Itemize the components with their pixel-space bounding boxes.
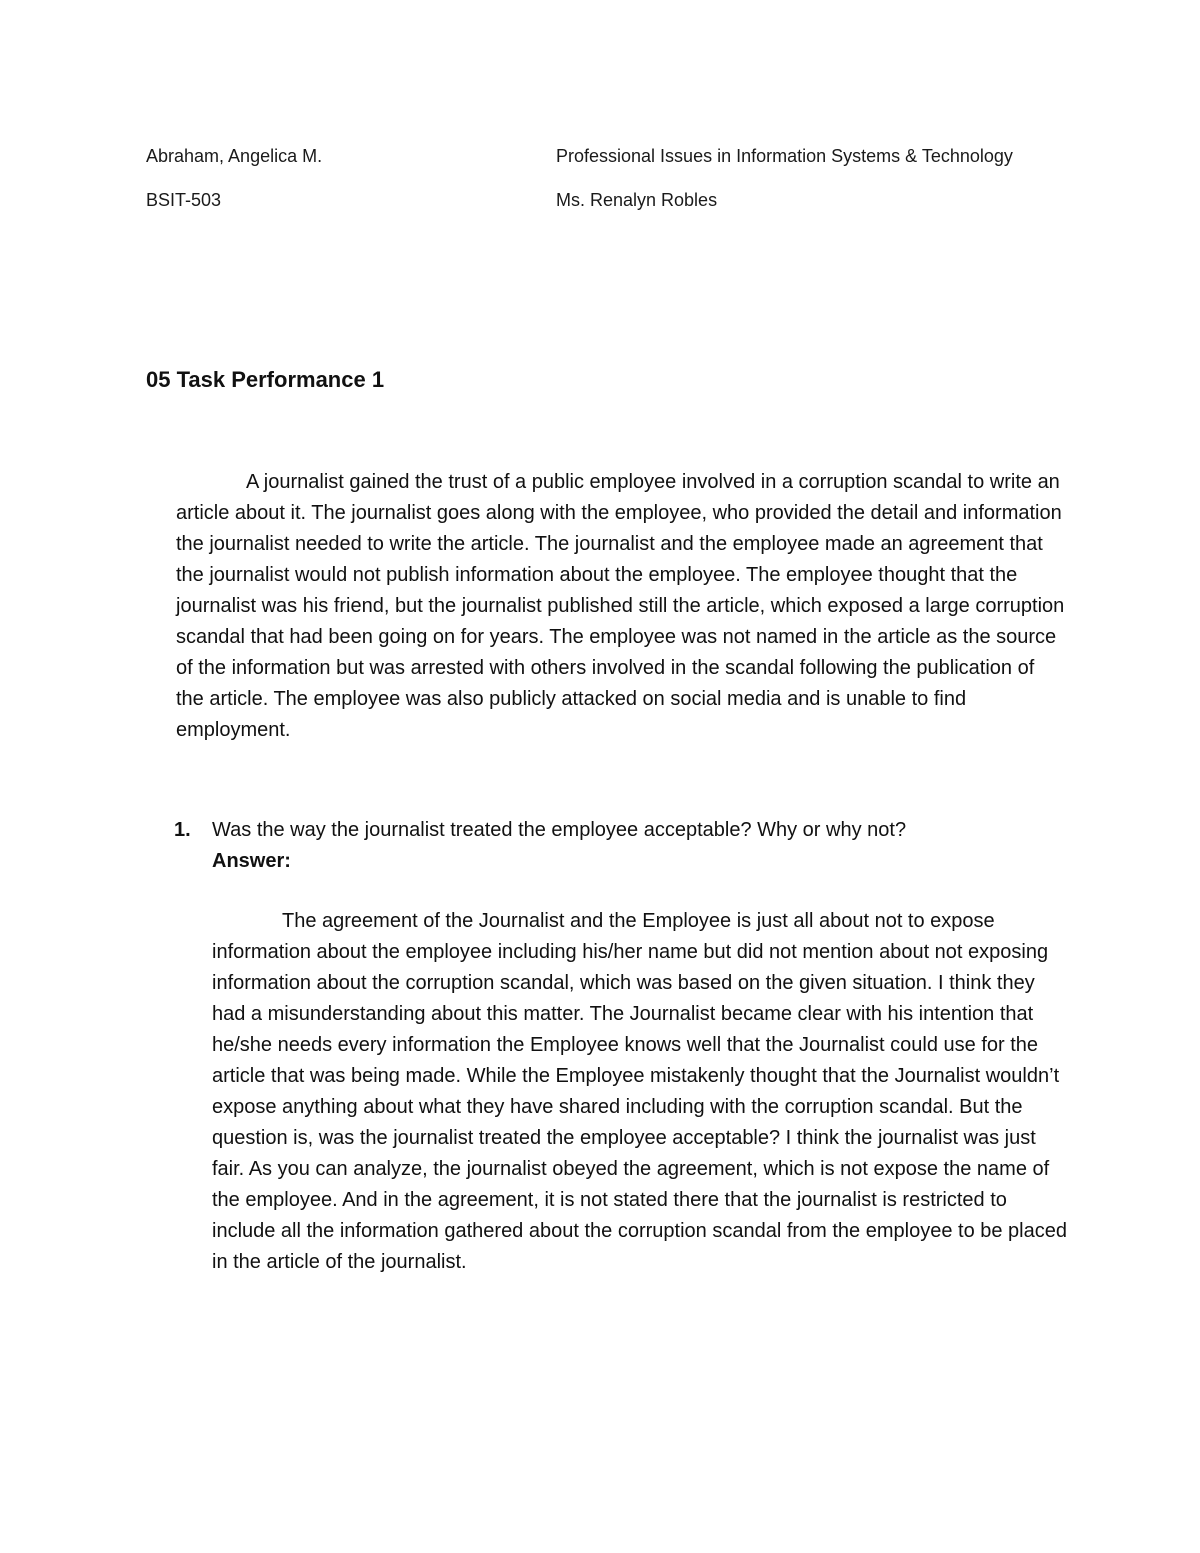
answer-paragraph: The agreement of the Journalist and the Employee is just all about not to expose information about the employee including his/her name but did not mention about not exposing information about the corruption scandal, which was based on the given situation. I think they had a misunderstanding about this matter. The Journalist became clear with his intention that he/she needs every information the Employee knows well that the Journalist could use for the article that was being made. While the Employee mistakenly thought that the Journalist wouldn’t expose anything about what they have shared including with the corruption scandal. But the question is, was the journalist treated the employee acceptable? I think the journalist was just fair. As you can analyze, the journalist obeyed the agreement, which is not expose the name of the employee. And in the agreement, it is not stated there that the journalist is restricted to include all the information gathered about the corruption scandal from the employee to be placed in the article of the journalist. [212, 910, 1067, 1273]
course-title: Professional Issues in Information Systems & Technology [556, 146, 1013, 166]
question-number: 1. [174, 819, 191, 841]
document-title: 05 Task Performance 1 [146, 367, 385, 392]
scenario-paragraph: A journalist gained the trust of a public employee involved in a corruption scandal to write an article about it. The journalist goes along with the employee, who provided the detail and information the journalist needed to write the article. The journalist and the employee made an agreement that the journalist would not publish information about the employee. The employee thought that the journalist was his friend, but the journalist published still the article, which exposed a large corruption scandal that had been going on for years. The employee was not named in the article as the source of the information but was arrested with others involved in the scandal following the publication of the article. The employee was also publicly attacked on social media and is unable to find employment. [176, 471, 1065, 741]
answer-label: Answer: [212, 850, 291, 872]
instructor-name: Ms. Renalyn Robles [556, 190, 718, 210]
question-text: Was the way the journalist treated the employee acceptable? Why or why not? [212, 819, 907, 841]
student-name: Abraham, Angelica M. [146, 146, 323, 166]
student-section: BSIT-503 [146, 190, 222, 210]
